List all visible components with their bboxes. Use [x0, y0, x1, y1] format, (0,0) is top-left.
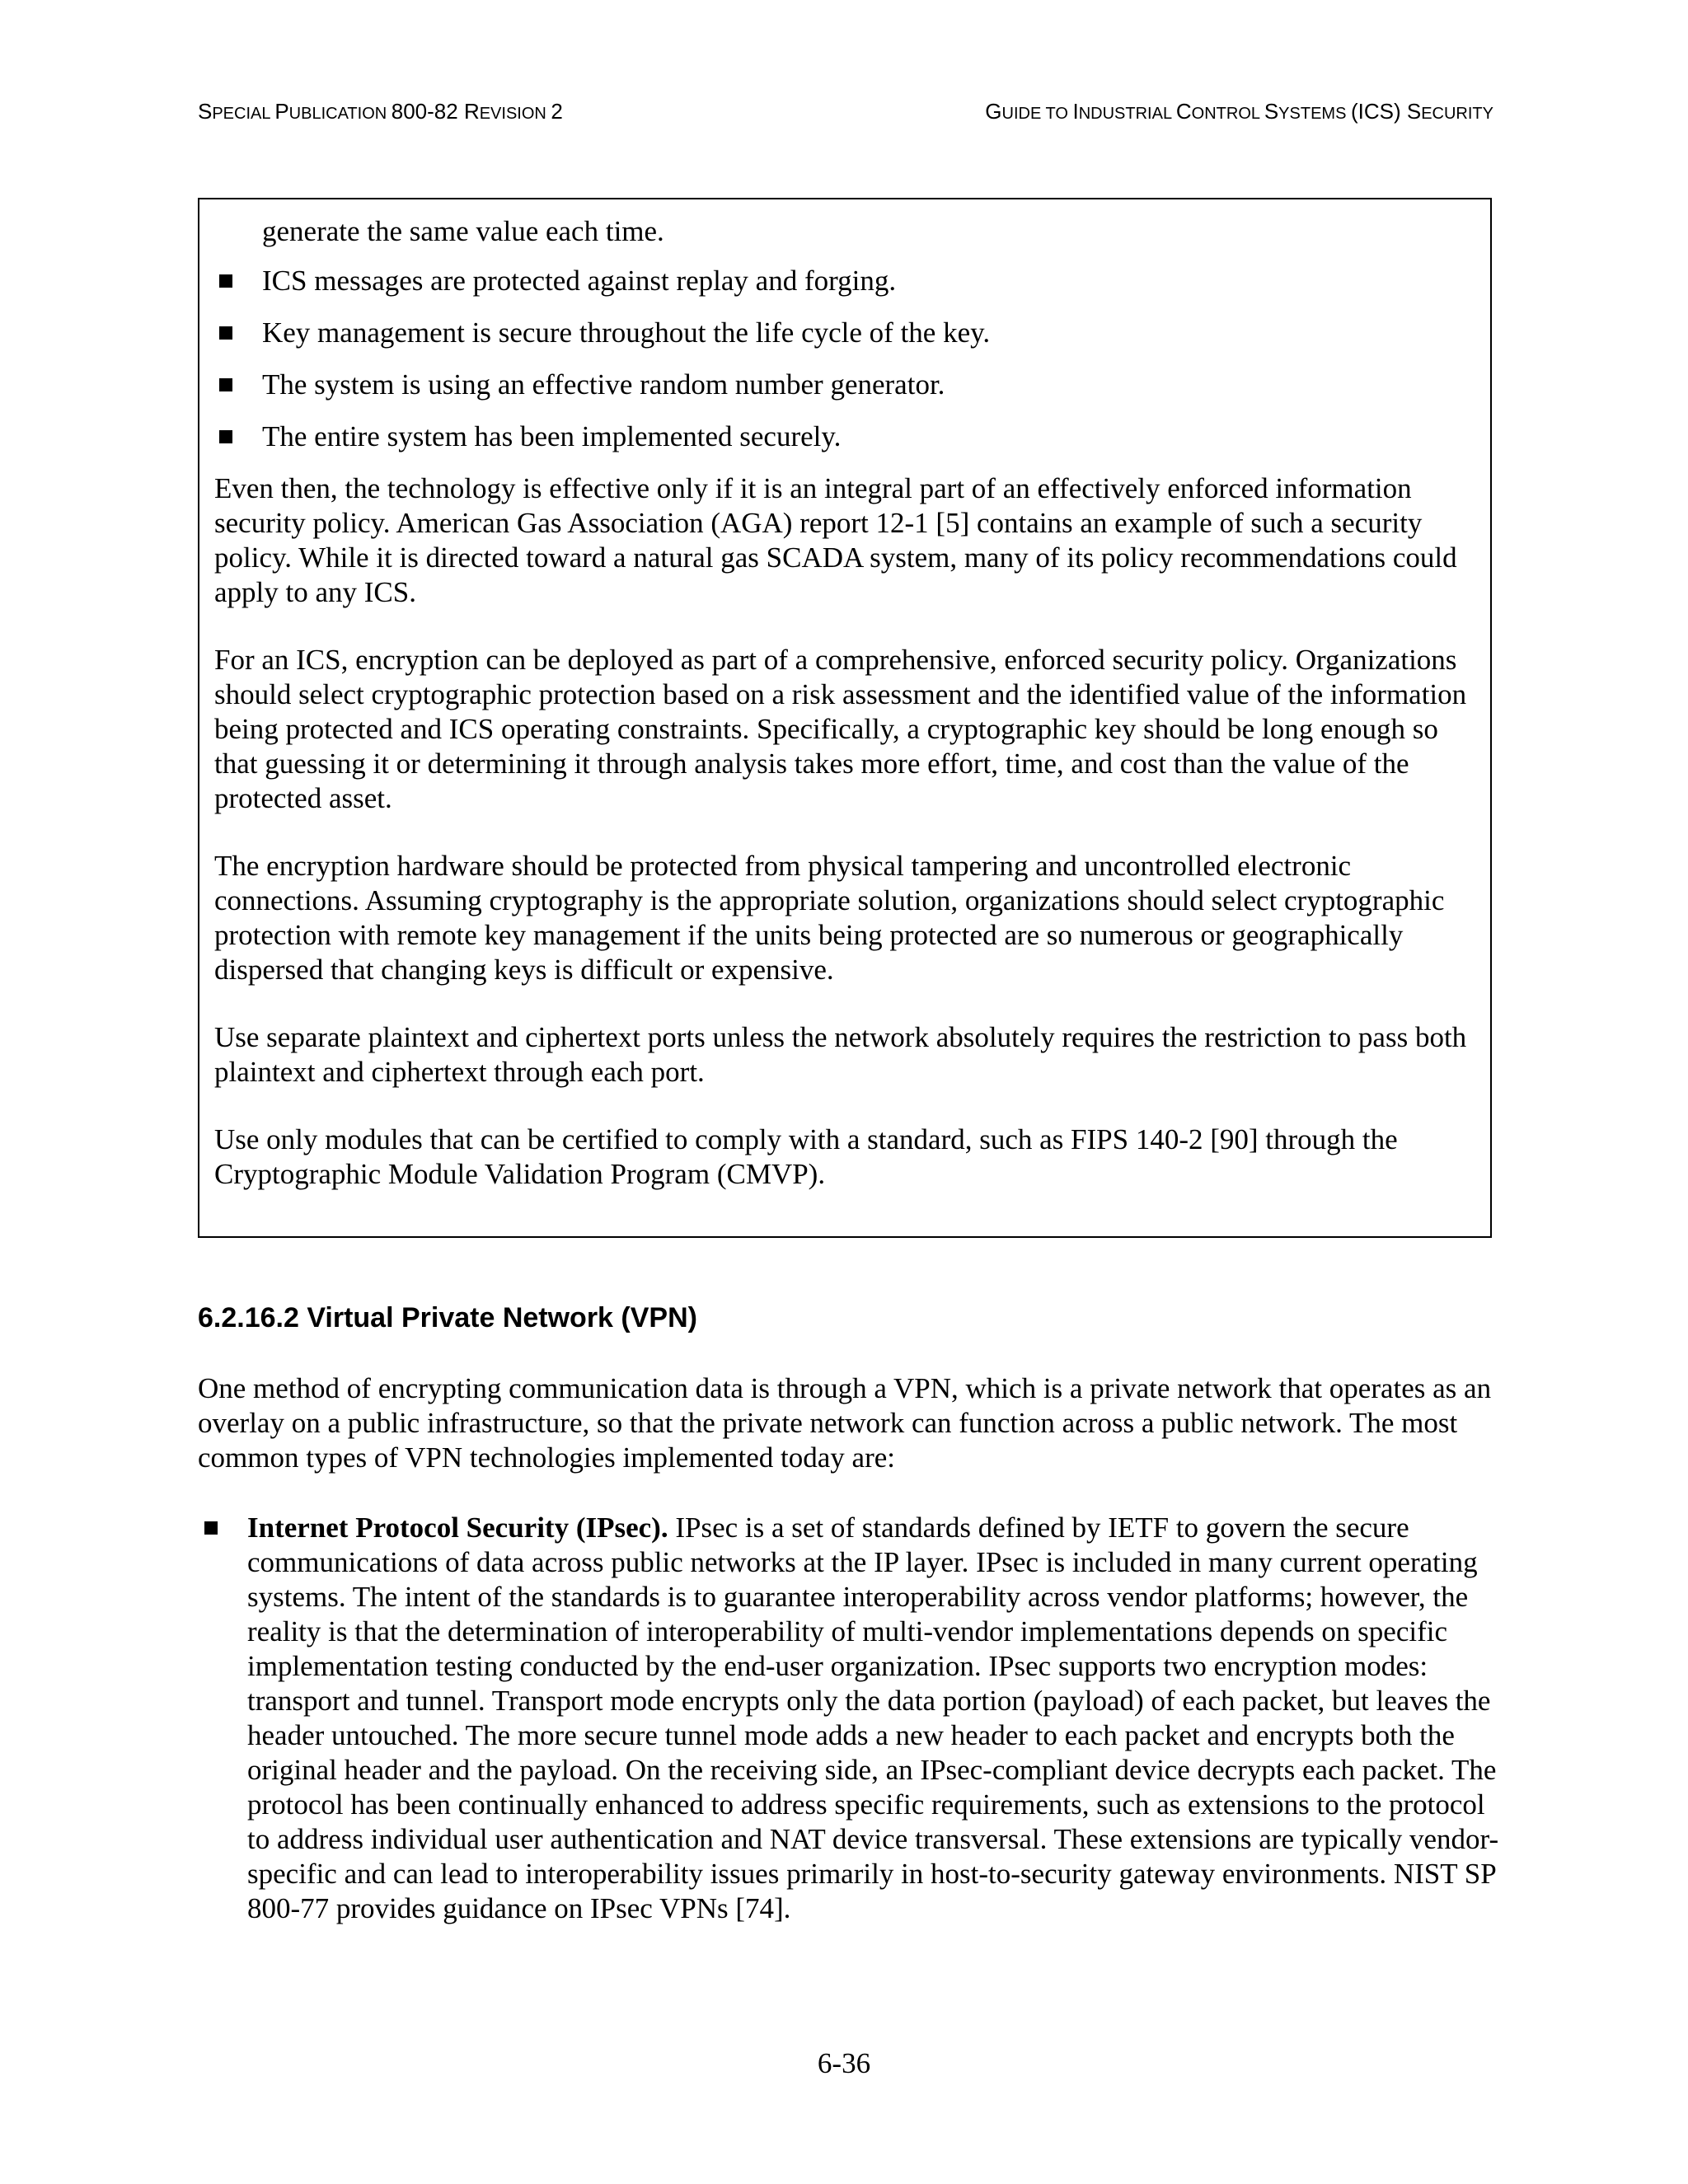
list-item-text: The entire system has been implemented securely. — [262, 420, 842, 452]
section-intro-paragraph: One method of encrypting communication data is through a VPN, which is a private network that operates as an overlay on a public infrastructure, so that the private network can function across a public network. The most common types of VPN technologies implemented today are: — [198, 1372, 1492, 1474]
list-item-text: Key management is secure throughout the life cycle of the key. — [262, 316, 991, 349]
list-item-text: ICS messages are protected against replay and forging. — [262, 265, 897, 297]
header-text: 800-82 — [391, 99, 464, 124]
header-text: NDUSTRIAL — [1078, 105, 1176, 123]
guidance-box-content — [214, 214, 1475, 1225]
header-text: PECIAL — [212, 105, 275, 123]
header-text: ONTROL — [1191, 105, 1264, 123]
list-item — [214, 264, 1475, 298]
square-bullet-icon — [219, 326, 232, 340]
header-publication-title — [198, 99, 563, 124]
header-text: S — [1406, 99, 1422, 124]
header-text: YSTEMS — [1278, 105, 1351, 123]
header-text: S — [198, 99, 213, 124]
box-paragraph: Use separate plaintext and ciphertext ports unless the network absolutely requires the restriction to pass both plaintext and ciphertext through each port. — [214, 1021, 1467, 1088]
header-guide-title — [985, 99, 1493, 124]
box-paragraph: The encryption hardware should be protected from physical tampering and uncontrolled electronic connections. Assuming cryptography is the appropriate solution, organizations should select cryptographic protection with remote key management if the units being protected are so numerous or geographically dispersed that changing keys is difficult or expensive. — [214, 850, 1445, 986]
vpn-technology-list — [198, 1511, 1500, 1926]
list-item — [198, 1511, 1500, 1926]
list-item — [214, 419, 1475, 453]
header-text: S — [1264, 99, 1279, 124]
box-paragraph: Even then, the technology is effective only if it is an integral part of an effectively enforced information security policy. American Gas Association (AGA) report 12-1 [5] contains an example of such a security policy. While it is directed toward a natural gas SCADA system, many of its policy recommendations could apply to any ICS. — [214, 472, 1457, 608]
list-item — [214, 368, 1475, 401]
list-item-term: Internet Protocol Security (IPsec). — [247, 1511, 668, 1544]
header-text: ECURITY — [1421, 105, 1493, 123]
bullet-continuation: generate the same value each time. — [262, 215, 664, 247]
header-text: R — [463, 99, 480, 124]
header-text: G — [985, 99, 1002, 124]
box-paragraph: For an ICS, encryption can be deployed as part of a comprehensive, enforced security policy. Organizations should select cryptographic protection based on a risk assessment and the identified value of the information being protected and ICS operating constraints. Specifically, a cryptographic key should be long enough so that guessing it or determining it through analysis takes more effort, time, and cost than the value of the protected asset. — [214, 644, 1467, 814]
list-item — [214, 316, 1475, 349]
square-bullet-icon — [219, 378, 232, 391]
header-text: UIDE TO — [1001, 105, 1073, 123]
section-heading: 6.2.16.2 Virtual Private Network (VPN) — [198, 1302, 697, 1333]
box-bullet-list — [214, 264, 1475, 453]
page-number: 6-36 — [817, 2047, 871, 2079]
guidance-box — [198, 198, 1492, 1238]
list-item-text: IPsec is a set of standards defined by IETF to govern the secure communications of data across public networks at the IP layer. IPsec is included in many current operating systems. The intent of the standards is to guarantee interoperability across vendor platforms; however, the reality is that the determination of interoperability of multi-vendor implementations depends on specific implementation testing conducted by the end-user organization. IPsec supports two encryption modes: transport and tunnel. Transport mode encrypts only the data portion (payload) of each packet, but leaves the header untouched. The more secure tunnel mode adds a new header to each packet and encrypts both the original header and the payload. On the receiving side, an IPsec-compliant device decrypts each packet. The protocol has been continually enhanced to address specific requirements, such as extensions to the protocol to address individual user authentication and NAT device transversal. These extensions are typically vendor-specific and can lead to interoperability issues primarily in host-to-security gateway environments. NIST SP 800-77 provides guidance on IPsec VPNs [74]. — [247, 1511, 1499, 1924]
header-text: EVISION — [479, 105, 551, 123]
header-text: I — [1072, 99, 1079, 124]
square-bullet-icon — [204, 1521, 218, 1535]
running-header — [198, 99, 1493, 132]
list-item-text: The system is using an effective random number generator. — [262, 368, 945, 401]
box-paragraph: Use only modules that can be certified to comply with a standard, such as FIPS 140-2 [90] through the Cryptographic Module Validation Program (CMVP). — [214, 1123, 1398, 1190]
square-bullet-icon — [219, 274, 232, 288]
square-bullet-icon — [219, 430, 232, 443]
header-text: 2 — [551, 99, 563, 124]
header-text: (ICS) — [1350, 99, 1407, 124]
header-text: C — [1175, 99, 1192, 124]
header-text: P — [274, 99, 289, 124]
header-text: UBLICATION — [288, 105, 392, 123]
